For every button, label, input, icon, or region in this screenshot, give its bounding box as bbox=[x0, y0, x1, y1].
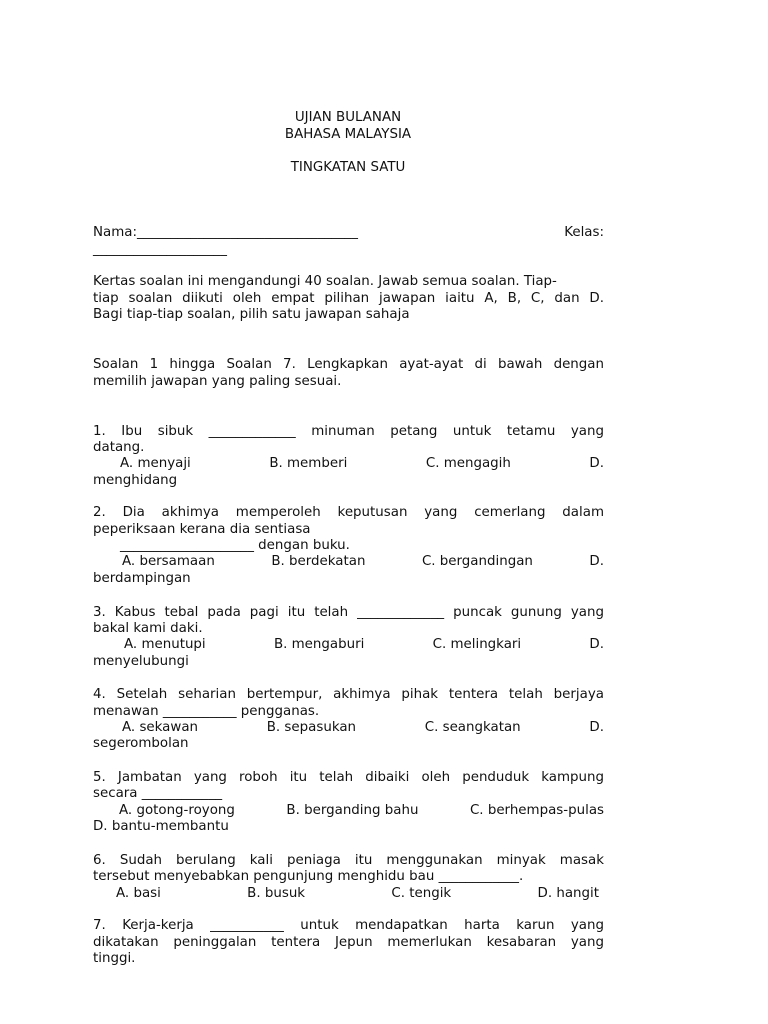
option-a: A. bersamaan bbox=[122, 554, 215, 569]
question-7-line-1: 7. Kerja-kerja ___________ untuk mendapatkan harta karun yang bbox=[93, 918, 604, 933]
question-1-line-1: 1. Ibu sibuk _____________ minuman petang untuk tetamu yang bbox=[93, 424, 604, 439]
option-c: C. melingkari bbox=[432, 637, 522, 652]
exam-header bbox=[0, 110, 696, 176]
option-a: A. sekawan bbox=[122, 720, 199, 735]
option-a: A. gotong-royong bbox=[119, 803, 235, 818]
question-4-line-2: menawan ___________ pengganas. bbox=[93, 704, 320, 719]
question-5-line-2: secara ____________ bbox=[93, 786, 223, 801]
exam-title: UJIAN BULANAN bbox=[294, 110, 402, 125]
question-7-line-3: tinggi. bbox=[93, 951, 136, 966]
section-line-2: memilih jawapan yang paling sesuai. bbox=[93, 374, 342, 389]
question-2-options bbox=[93, 554, 604, 571]
option-c: C. berhempas-pulas bbox=[469, 803, 604, 818]
question-3-line-1: 3. Kabus tebal pada pagi itu telah _____________ puncak gunung yang bbox=[93, 605, 604, 620]
question-3-option-d-text: menyelubungi bbox=[93, 654, 189, 669]
option-a: A. basi bbox=[116, 886, 161, 901]
section-line-1: Soalan 1 hingga Soalan 7. Lengkapkan ayat-ayat di bawah dengan bbox=[93, 357, 604, 372]
question-5-line-1: 5. Jambatan yang roboh itu telah dibaiki oleh penduduk kampung bbox=[93, 770, 604, 785]
class-field-line: ____________________ bbox=[93, 242, 227, 257]
question-6-line-1: 6. Sudah berulang kali peniaga itu menggunakan minyak masak bbox=[93, 853, 604, 868]
option-b: B. mengaburi bbox=[273, 637, 365, 652]
question-2-line-2: peperiksaan kerana dia sentiasa bbox=[93, 522, 311, 537]
option-d: D. bbox=[589, 720, 604, 735]
option-b: B. berdekatan bbox=[271, 554, 366, 569]
form-level: TINGKATAN SATU bbox=[290, 159, 406, 175]
question-7-line-2: dikatakan peninggalan tentera Jepun memerlukan kesabaran yang bbox=[93, 935, 604, 950]
option-c: C. tengik bbox=[391, 886, 452, 901]
question-6-options bbox=[93, 886, 604, 903]
option-c: C. mengagih bbox=[425, 456, 511, 471]
instructions-line-2: tiap soalan diikuti oleh empat pilihan jawapan iaitu A, B, C, dan D. bbox=[93, 291, 604, 306]
question-1-line-2: datang. bbox=[93, 440, 145, 455]
subject-title: BAHASA MALAYSIA bbox=[284, 126, 412, 142]
option-a: A. menyaji bbox=[120, 456, 191, 471]
option-a: A. menutupi bbox=[124, 637, 206, 652]
option-d: D. bbox=[589, 637, 604, 652]
option-c: C. bergandingan bbox=[421, 554, 533, 569]
question-1-options bbox=[93, 456, 604, 473]
option-c: C. seangkatan bbox=[424, 720, 521, 735]
question-2-line-1: 2. Dia akhimya memperoleh keputusan yang cemerlang dalam bbox=[93, 505, 604, 520]
question-2-option-d-text: berdampingan bbox=[93, 571, 191, 586]
instructions-line-3: Bagi tiap-tiap soalan, pilih satu jawapan sahaja bbox=[93, 307, 410, 322]
name-field-label: Nama:_________________________________ bbox=[93, 225, 358, 240]
student-info-row bbox=[93, 225, 604, 242]
question-1-option-d-text: menghidang bbox=[93, 473, 178, 488]
question-4-options bbox=[93, 720, 604, 737]
option-b: B. berganding bahu bbox=[286, 803, 419, 818]
option-b: B. sepasukan bbox=[266, 720, 357, 735]
instructions-line-1: Kertas soalan ini mengandungi 40 soalan. Jawab semua soalan. Tiap- bbox=[93, 274, 557, 289]
option-d: D. hangit bbox=[537, 886, 599, 901]
question-3-line-2: bakal kami daki. bbox=[93, 621, 203, 636]
question-5-options bbox=[93, 803, 604, 820]
question-5-option-d-text: D. bantu-membantu bbox=[93, 819, 229, 834]
option-d: D. bbox=[589, 554, 604, 569]
option-b: B. memberi bbox=[269, 456, 348, 471]
question-2-line-3: ____________________ dengan buku. bbox=[120, 538, 350, 553]
option-b: B. busuk bbox=[247, 886, 306, 901]
question-3-options bbox=[93, 637, 604, 654]
question-4-line-1: 4. Setelah seharian bertempur, akhimya pihak tentera telah berjaya bbox=[93, 687, 604, 702]
question-4-option-d-text: segerombolan bbox=[93, 736, 189, 751]
question-6-line-2: tersebut menyebabkan pengunjung menghidu bau ____________. bbox=[93, 869, 524, 884]
class-field-label: Kelas: bbox=[564, 225, 604, 240]
option-d: D. bbox=[589, 456, 604, 471]
